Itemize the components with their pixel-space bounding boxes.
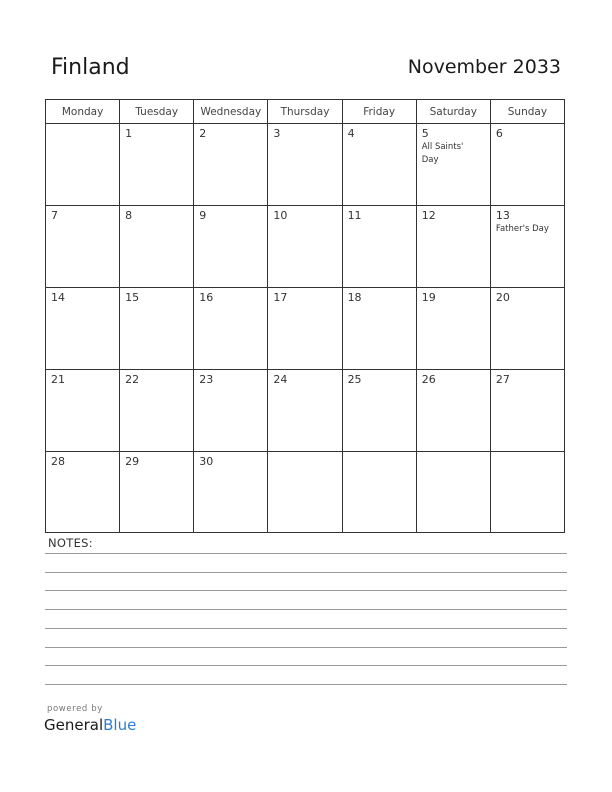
day-cell xyxy=(194,452,268,533)
day-number: 10 xyxy=(273,209,288,222)
week-row xyxy=(46,370,565,452)
holiday-label: Father's Day xyxy=(495,224,549,234)
day-cell xyxy=(416,124,490,206)
day-cell xyxy=(268,124,342,206)
day-cell xyxy=(490,288,564,370)
day-cell xyxy=(46,206,120,288)
weekday-header: Monday xyxy=(46,100,120,124)
country-title: Finland xyxy=(51,55,130,80)
day-number: 7 xyxy=(51,209,58,222)
day-number: 8 xyxy=(125,209,133,222)
day-cell xyxy=(194,370,268,452)
note-line xyxy=(45,628,567,629)
day-number: 14 xyxy=(51,291,65,304)
day-cell xyxy=(490,124,564,206)
day-number: 25 xyxy=(347,373,362,386)
day-number: 12 xyxy=(421,209,436,222)
day-cell xyxy=(490,206,564,288)
day-cell xyxy=(342,288,416,370)
day-cell xyxy=(268,370,342,452)
day-number: 1 xyxy=(125,127,133,140)
day-number: 21 xyxy=(51,373,65,386)
brand-part-general: General xyxy=(44,716,104,734)
powered-by-text: powered by xyxy=(47,704,103,714)
day-number: 4 xyxy=(347,127,355,140)
day-cell xyxy=(120,124,194,206)
day-number: 30 xyxy=(199,455,214,468)
note-line xyxy=(45,684,567,685)
day-cell xyxy=(342,124,416,206)
day-number: 17 xyxy=(273,291,288,304)
day-cell xyxy=(194,206,268,288)
day-number: 5 xyxy=(421,127,429,140)
brand-part-blue: Blue xyxy=(103,716,137,734)
notes-label: NOTES: xyxy=(48,536,93,550)
day-number: 6 xyxy=(495,127,503,140)
day-number: 20 xyxy=(495,291,510,304)
day-cell xyxy=(490,452,564,533)
day-number: 22 xyxy=(125,373,140,386)
day-cell xyxy=(120,206,194,288)
note-line xyxy=(45,609,567,610)
note-line xyxy=(45,647,567,648)
day-number: 28 xyxy=(51,455,65,468)
day-cell xyxy=(120,288,194,370)
day-cell xyxy=(268,206,342,288)
day-number: 2 xyxy=(199,127,207,140)
day-cell xyxy=(46,124,120,206)
note-line xyxy=(45,590,567,591)
weekday-header: Sunday xyxy=(490,100,564,124)
week-row xyxy=(46,452,565,533)
day-cell xyxy=(490,370,564,452)
day-number: 16 xyxy=(199,291,214,304)
day-number: 29 xyxy=(125,455,140,468)
note-line xyxy=(45,665,567,666)
day-cell xyxy=(120,370,194,452)
generalblue-logo[interactable] xyxy=(44,716,136,734)
day-number: 26 xyxy=(421,373,436,386)
day-cell xyxy=(120,452,194,533)
day-number: 24 xyxy=(273,373,288,386)
day-cell xyxy=(268,452,342,533)
month-title: November 2033 xyxy=(407,56,561,78)
day-cell xyxy=(342,370,416,452)
day-number: 18 xyxy=(347,291,362,304)
note-line xyxy=(45,572,567,573)
day-number: 3 xyxy=(273,127,281,140)
day-cell xyxy=(268,288,342,370)
day-cell xyxy=(342,452,416,533)
day-cell xyxy=(46,370,120,452)
day-cell xyxy=(194,124,268,206)
day-number: 15 xyxy=(125,291,140,304)
day-cell xyxy=(416,452,490,533)
day-number: 27 xyxy=(495,373,510,386)
day-number: 11 xyxy=(347,209,362,222)
day-cell xyxy=(416,288,490,370)
weekday-header: Friday xyxy=(342,100,416,124)
day-number: 19 xyxy=(421,291,436,304)
day-number: 9 xyxy=(199,209,207,222)
weekday-header: Tuesday xyxy=(120,100,194,124)
weekday-header: Saturday xyxy=(416,100,490,124)
weekday-header: Thursday xyxy=(268,100,342,124)
day-cell xyxy=(46,288,120,370)
day-cell xyxy=(342,206,416,288)
week-row xyxy=(46,124,565,206)
day-number: 23 xyxy=(199,373,214,386)
day-cell xyxy=(194,288,268,370)
day-cell xyxy=(416,206,490,288)
note-line xyxy=(45,553,567,554)
holiday-label: All Saints' Day xyxy=(421,142,464,165)
calendar-grid xyxy=(45,99,565,533)
day-cell xyxy=(46,452,120,533)
day-cell xyxy=(416,370,490,452)
week-row xyxy=(46,288,565,370)
weekday-header: Wednesday xyxy=(194,100,268,124)
day-number: 13 xyxy=(495,209,510,222)
week-row xyxy=(46,206,565,288)
weekday-header-row xyxy=(46,100,565,124)
